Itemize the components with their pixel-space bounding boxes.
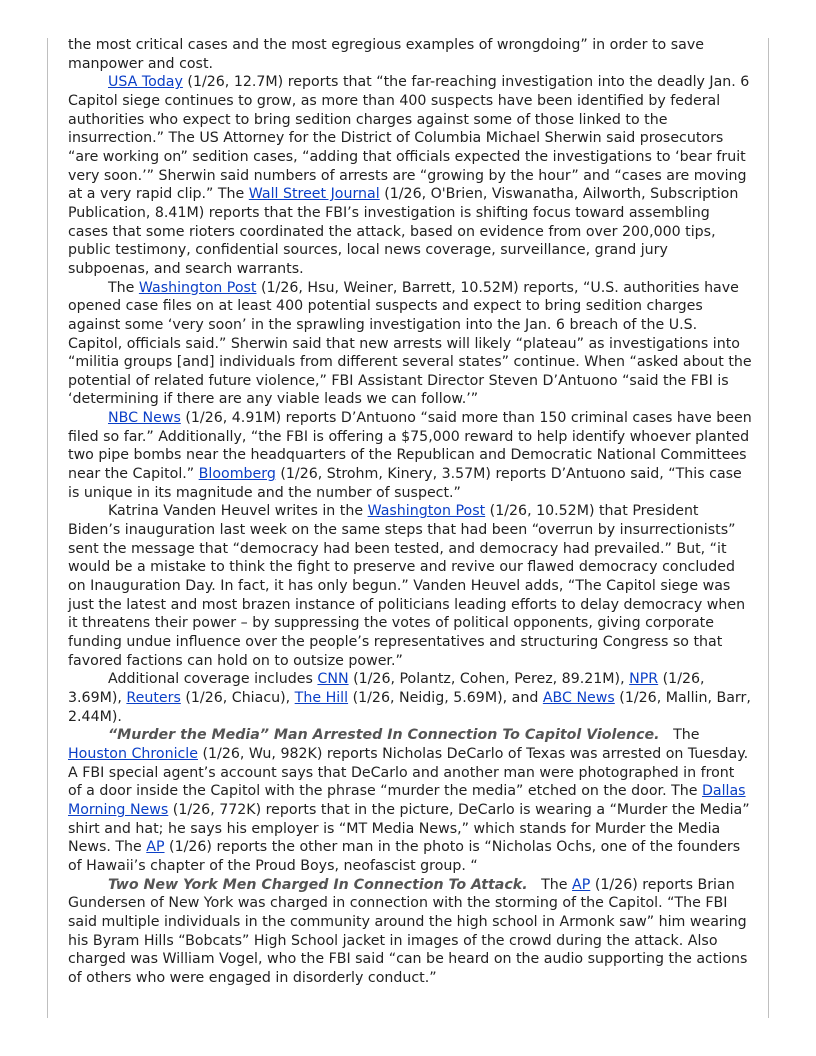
right-margin-rule [768,38,769,1018]
source-link[interactable]: ABC News [542,689,615,706]
text-run: (1/26, 10.52M) that President Biden’s inauguration last week on the same steps that had been “overrun by insurrectionists” sent the message that “democracy had been tested, and democracy had prevailed.” But, “it would be a mistake to think the fight to preserve and revive our flawed democracy concluded on Inauguration Day. In fact, it has only begun.” Vanden Heuvel adds, “The Capitol siege was just the latest and most brazen instance of politicians leading efforts to delay democracy when it threatens their power – by suppressing the votes of political opponents, giving corporate funding undue influence over the people’s representatives and structuring Congress so that favored factions can hold on to outsize power.” [68,503,746,669]
text-run: (1/26, Polantz, Cohen, Perez, 89.21M), [348,671,630,688]
article-paragraph [68,73,752,278]
article-paragraph [68,726,752,875]
source-link[interactable]: Bloomberg [198,466,276,483]
text-run: the most critical cases and the most egregious examples of wrongdoing” in order to save manpower and cost. [68,37,704,72]
section-heading: Two New York Men Charged In Connection To Attack. [108,876,528,893]
text-run: (1/26, Strohm, Kinery, 3.57M) reports D’Antuono said, “This case is unique in its magnitude and the number of suspect.” [68,466,742,501]
text-run: (1/26, 12.7M) reports that “the far-reaching investigation into the deadly Jan. 6 Capitol siege continues to grow, as more than 400 suspects have been identified by federal authorities who expect to bring sedition charges against some of those linked to the insurrection.” The US Attorney for the District of Columbia Michael Sherwin said prosecutors “are working on” sedition cases, “adding that officials expected the investigations to ‘bear fruit very soon.’” Sherwin said numbers of arrests are “growing by the hour” and “cases are moving at a very rapid clip.” The [68,74,750,203]
source-link[interactable]: Wall Street Journal [248,186,380,203]
text-run: (1/26, Mallin, Barr, 2.44M). [68,689,751,725]
source-link[interactable]: AP [146,839,165,856]
source-link[interactable]: Houston Chronicle [68,745,198,762]
article-paragraph [68,36,752,73]
article-body [68,36,752,987]
text-run: (1/26, Hsu, Weiner, Barrett, 10.52M) reports, “U.S. authorities have opened case files on at least 400 potential suspects and expect to bring sedition charges against some ‘very soon’ in the sprawling investigation into the Jan. 6 breach of the U.S. Capitol, officials said.” Sherwin said that new arrests will likely “plateau” as investigations into “militia groups [and] individuals from different several states” continue. When “asked about the potential of related future violence,” FBI Assistant Director Steven D’Antuono “said the FBI is ‘determining if there are any viable leads we can follow.’” [68,279,752,408]
text-run: The [108,279,139,296]
article-paragraph [68,670,752,726]
source-link[interactable]: Washington Post [138,279,257,296]
source-link[interactable]: CNN [317,671,349,688]
source-link[interactable]: Washington Post [367,503,486,520]
text-run: (1/26, Chiacu), [180,689,295,706]
source-link[interactable]: Dallas Morning News [68,783,746,818]
article-paragraph [68,279,752,410]
left-margin-rule [47,38,48,1018]
text-run: (1/26, 3.69M), [68,671,705,706]
source-link[interactable]: NBC News [108,410,181,427]
text-run: (1/26, 4.91M) reports D’Antuono “said more than 150 criminal cases have been filed so far.” Additionally, “the FBI is offering a $75,000 reward to help identify whoever planted two pipe bombs near the headquarters of the Republican and Democratic National Committees near the Capitol.” [68,410,752,483]
text-run: Additional coverage includes [108,671,318,688]
source-link[interactable]: The Hill [294,689,349,706]
source-link[interactable]: Reuters [126,689,181,706]
source-link[interactable]: AP [572,876,591,893]
text-run: (1/26, Neidig, 5.69M), and [348,689,543,706]
text-run: (1/26) reports Brian Gundersen of New York was charged in connection with the storming of the Capitol. “The FBI said multiple individuals in the community around the high school in Armonk saw” him wearing his Byram Hills “Bobcats” High School jacket in images of the crowd during the attack. Also charged was William Vogel, who the FBI said “can be heard on the audio supporting the actions of others who were engaged in disorderly conduct.” [68,876,748,986]
text-run: (1/26, O'Brien, Viswanatha, Ailworth, Subscription Publication, 8.41M) reports that the FBI’s investigation is shifting focus toward assembling cases that some rioters coordinated the attack, based on evidence from over 200,000 tips, public testimony, confidential sources, local news coverage, surveillance, grand jury subpoenas, and search warrants. [68,186,739,277]
article-paragraph [68,876,752,988]
text-run: The [527,876,573,893]
source-link[interactable]: NPR [629,671,659,688]
section-heading: “Murder the Media” Man Arrested In Connection To Capitol Violence. [108,727,660,744]
article-paragraph [68,502,752,670]
text-run: Katrina Vanden Heuvel writes in the [108,503,368,520]
text-run: The [659,727,700,744]
text-run: (1/26, 772K) reports that in the picture, DeCarlo is wearing a “Murder the Media” shirt and hat; he says his employer is “MT Media News,” which stands for Murder the Media News. The [68,801,750,856]
text-run: (1/26) reports the other man in the photo is “Nicholas Ochs, one of the founders of Hawaii’s chapter of the Proud Boys, neofascist group. “ [68,839,741,874]
source-link[interactable]: USA Today [108,74,183,91]
text-run: (1/26, Wu, 982K) reports Nicholas DeCarlo of Texas was arrested on Tuesday. A FBI special agent’s account says that DeCarlo and another man were photographed in front of a door inside the Capitol with the phrase “murder the media” etched on the door. The [68,745,749,800]
article-paragraph [68,409,752,502]
